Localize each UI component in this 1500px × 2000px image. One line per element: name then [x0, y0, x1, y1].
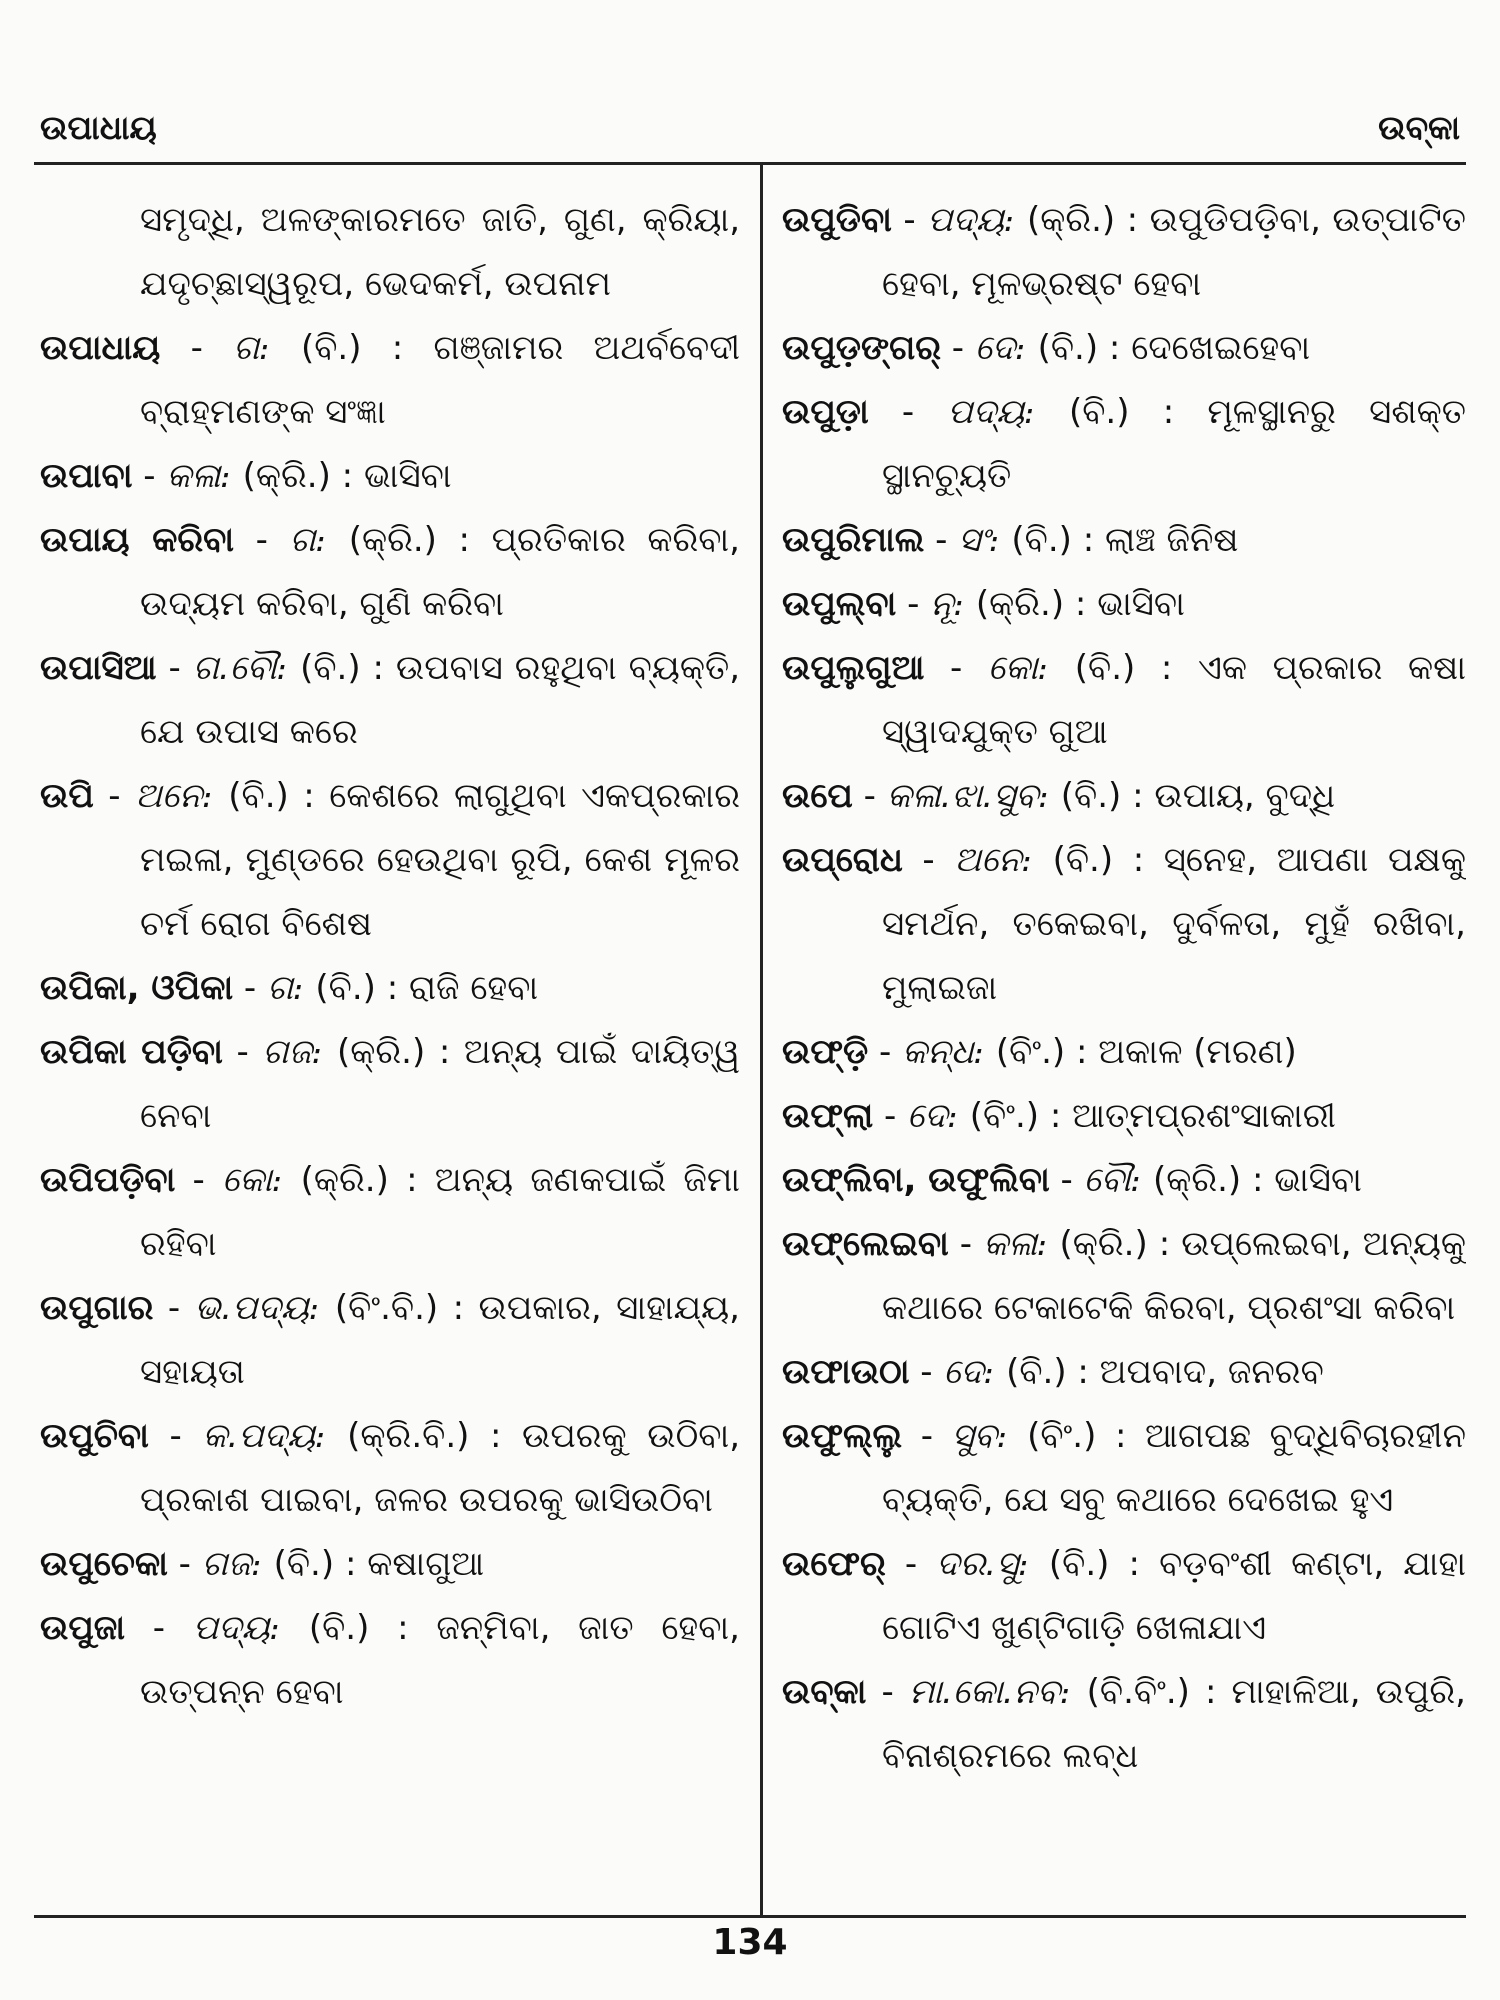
grammar-tag: (କ୍ରି.): [300, 1160, 389, 1200]
definition: ଉପକାର, ସାହାଯ୍ୟ, ସହାୟତା: [140, 1288, 740, 1392]
dictionary-entry: ଉପାସିଆ - ଗ.ବୌ։ (ବି.) : ଉପବାସ ରହୁଥିବା ବ୍ୟକ୍ତି, ଯେ ଉପାସ କରେ: [40, 648, 740, 752]
headword: ଉପୁଚିବା: [40, 1416, 149, 1456]
definition: ବଡ଼ବଂଶୀ କଣ୍ଟା, ଯାହା ଗୋଟିଏ ଖୁଣ୍ଟିଗାଡ଼ି ଖେଳାଯାଏ: [882, 1544, 1466, 1648]
source-abbr: ସୁବ։: [951, 1416, 1009, 1456]
headword: ଉପୁଲ୍‌ବା: [782, 584, 897, 624]
grammar-tag: (ବିଂ.): [1027, 1416, 1097, 1456]
grammar-tag: (କ୍ରି.): [337, 1032, 426, 1072]
definition: ଉପ୍‌ଲେଇବା, ଅନ୍ୟକୁ କଥାରେ ଟେକାଟେକି କିରବା, ପ୍ରଶଂସା କରିବା: [882, 1224, 1466, 1328]
headword: ଉପୁଜା: [40, 1608, 125, 1648]
headword: ଉପୁଲୁଗୁଆ: [782, 648, 925, 688]
grammar-tag: (ବିଂ.): [969, 1096, 1040, 1136]
definition: ଗଞ୍ଜାମର ଅଥର୍ବବେଦୀ ବ୍ରାହ୍ମଣଙ୍କ ସଂଜ୍ଞା: [140, 328, 740, 432]
headword: ଉପିପଡ଼ିବା: [40, 1160, 176, 1200]
source-abbr: କୋ։: [987, 648, 1050, 688]
source-abbr: ପଦ୍ୟ։: [927, 200, 1016, 240]
right-entries: [782, 188, 1466, 1788]
headword: ଉପୁଚେକା: [40, 1544, 168, 1584]
grammar-tag: (ବି.): [1048, 1544, 1110, 1584]
source-abbr: ଦେ։: [974, 328, 1027, 368]
source-abbr: ମା.କୋ.ନବ։: [908, 1672, 1072, 1712]
definition: ଏକ ପ୍ରକାର କଷା ସ୍ୱାଦଯୁକ୍ତ ଗୁଆ: [882, 648, 1466, 752]
definition: କଷାଗୁଆ: [367, 1544, 485, 1584]
headword: ଉପି: [40, 776, 94, 816]
headword: ଉପୁଗାର: [40, 1288, 154, 1328]
headword: ଉପୁଡ଼ା: [782, 392, 869, 432]
source-abbr: ସଂ։: [958, 520, 1001, 560]
definition: ସ୍ନେହ, ଆପଣା ପକ୍ଷକୁ ସମର୍ଥନ, ତକେଇବା, ଦୁର୍ବଳତା, ମୁହଁ ରଖିବା, ମୁଲାଇଜା: [882, 840, 1466, 1008]
definition: ଅନ୍ୟ ଜଣକପାଇଁ ଜିମା ରହିବା: [140, 1160, 740, 1264]
dictionary-entry: ଉପୁଜା - ପଦ୍ୟ։ (ବି.) : ଜନ୍ମିବା, ଜାତ ହେବା, ଉତ୍ପନ୍ନ ହେବା: [40, 1608, 740, 1712]
grammar-tag: (ବି.): [300, 328, 362, 368]
definition: କେଶରେ ଲାଗୁଥିବା ଏକପ୍ରକାର ମଇଳା, ମୁଣ୍ଡରେ ହେଉଥିବା ରୂପି, କେଶ ମୂଳର ଚର୍ମ ରୋଗ ବିଶେଷ: [140, 776, 740, 944]
grammar-tag: (ବି.): [1011, 520, 1072, 560]
headword: ଉପୁଡ଼ଙ୍ଗର୍: [782, 328, 941, 368]
dictionary-entry: ଉବ୍‌କା - ମା.କୋ.ନବ։ (ବି.ବିଂ.) : ମାହାଳିଆ, ଉପୁରି, ବିନାଶ୍ରମରେ ଲବ୍ଧ: [782, 1672, 1466, 1776]
definition: ଅନ୍ୟ ପାଇଁ ଦାୟିତ୍ୱ ନେବା: [140, 1032, 740, 1136]
source-abbr: ଗ։: [233, 328, 271, 368]
grammar-tag: (ବିଂ.): [995, 1032, 1066, 1072]
dictionary-entry: ଉପୁଚେକା - ଗଜ։ (ବି.) : କଷାଗୁଆ: [40, 1544, 485, 1584]
headword: ଉପିକା, ଓପିକା: [40, 968, 234, 1008]
continuation-text: ସମୃଦ୍ଧି, ଅଳଙ୍କାରମତେ ଜାତି, ଗୁଣ, କ୍ରିୟା, ଯଦୃଚ୍ଛାସ୍ୱରୂପ, ଭେଦକର୍ମ, ଉପନାମ: [140, 200, 740, 304]
grammar-tag: (ବି.): [1052, 840, 1114, 880]
headword: ଉପାସିଆ: [40, 648, 157, 688]
headword: ଉବ୍‌କା: [782, 1672, 867, 1712]
definition: ଅକାଳ (ମରଣ): [1098, 1032, 1297, 1072]
dictionary-entry: ଉପୁରିମାଲ - ସଂ։ (ବି.) : ଲାଞ୍ଚ ଜିନିଷ: [782, 520, 1239, 560]
dictionary-entry: ଉପିକା, ଓପିକା - ଗ։ (ବି.) : ରାଜି ହେବା: [40, 968, 539, 1008]
column-divider: [760, 163, 763, 1915]
headword: ଉଫ୍‌ଲିବା, ଉଫୁଲିବା: [782, 1160, 1050, 1200]
headword: ଉପାୟ କରିବା: [40, 520, 235, 560]
source-abbr: କଳା։: [166, 456, 232, 496]
source-abbr: କୋ։: [222, 1160, 284, 1200]
definition: ପ୍ରତିକାର କରିବା, ଉଦ୍ୟମ କରିବା, ଗୁଣି କରିବା: [140, 520, 740, 624]
definition: ମାହାଳିଆ, ଉପୁରି, ବିନାଶ୍ରମରେ ଲବ୍ଧ: [882, 1672, 1466, 1776]
dictionary-entry: ଉଫ୍‌ଲେଇବା - କଳା։ (କ୍ରି.) : ଉପ୍‌ଲେଇବା, ଅନ୍ୟକୁ କଥାରେ ଟେକାଟେକି କିରବା, ପ୍ରଶଂସା କରିବା: [782, 1224, 1466, 1328]
definition: ଉପାୟ, ବୁଦ୍ଧି: [1154, 776, 1336, 816]
definition: ଲାଞ୍ଚ ଜିନିଷ: [1104, 520, 1239, 560]
source-abbr: ଦେ։: [907, 1096, 959, 1136]
grammar-tag: (କ୍ରି.): [348, 520, 437, 560]
dictionary-entry: ଉଫ୍‌ଡ଼ି - କନ୍ଧ։ (ବିଂ.) : ଅକାଳ (ମରଣ): [782, 1032, 1297, 1072]
running-head-right: ଉବ୍‌କା: [1378, 108, 1460, 147]
definition: ଆତ୍ମପ୍ରଶଂସାକାରୀ: [1072, 1096, 1336, 1136]
headword: ଉପ୍ରୋଧ: [782, 840, 903, 880]
dictionary-entry: ଉଫାଉଠା - ଦେ։ (ବି.) : ଅପବାଦ, ଜନରବ: [782, 1352, 1324, 1392]
dictionary-entry: ଉପାବା - କଳା։ (କ୍ରି.) : ଭାସିବା: [40, 456, 452, 496]
source-abbr: ଗ։: [289, 520, 328, 560]
dictionary-entry: ଉପ୍ରୋଧ - ଅନେ։ (ବି.) : ସ୍ନେହ, ଆପଣା ପକ୍ଷକୁ ସମର୍ଥନ, ତକେଇବା, ଦୁର୍ବଳତା, ମୁହଁ ରଖିବା, ମୁଲାଇଜା: [782, 840, 1466, 1008]
dictionary-entry: ଉଫ୍‌ଲିବା, ଉଫୁଲିବା - ବୌ։ (କ୍ରି.) : ଭାସିବା: [782, 1160, 1362, 1200]
source-abbr: ଦେ։: [943, 1352, 996, 1392]
definition: ଉପବାସ ରହୁଥିବା ବ୍ୟକ୍ତି, ଯେ ଉପାସ କରେ: [140, 648, 740, 752]
source-abbr: ଭ.ପଦ୍ୟ։: [194, 1288, 321, 1328]
dictionary-entry: ଉପି - ଅନେ։ (ବି.) : କେଶରେ ଲାଗୁଥିବା ଏକପ୍ରକାର ମଇଳା, ମୁଣ୍ଡରେ ହେଉଥିବା ରୂପି, କେଶ ମୂଳର ଚର୍ମ ରୋଗ ବିଶେଷ: [40, 776, 740, 944]
bottom-rule: [34, 1915, 1466, 1918]
dictionary-entry: ଉପୁଲ୍‌ବା - ନୂ։ (କ୍ରି.) : ଭାସିବା: [782, 584, 1185, 624]
dictionary-entry: ଉଫୁଲ୍‌ଲୁ - ସୁବ։ (ବିଂ.) : ଆଗପଛ ବୁଦ୍ଧିବିଚାରହୀନ ବ୍ୟକ୍ତି, ଯେ ସବୁ କଥାରେ ଦେଖେଇ ହୁଏ: [782, 1416, 1466, 1520]
top-rule: [34, 162, 1466, 165]
running-head-left: ଉପାଧାୟ: [40, 108, 157, 147]
headword: ଉଫେର୍: [782, 1544, 886, 1584]
dictionary-entry: ଉପିପଡ଼ିବା - କୋ։ (କ୍ରି.) : ଅନ୍ୟ ଜଣକପାଇଁ ଜିମା ରହିବା: [40, 1160, 740, 1264]
right-column: [782, 188, 1466, 1908]
grammar-tag: (ବି.): [300, 648, 361, 688]
grammar-tag: (ବି.): [228, 776, 289, 816]
headword: ଉପେ: [782, 776, 853, 816]
running-head: [40, 108, 1460, 154]
dictionary-entry: ଉଫ୍‌ଲା - ଦେ։ (ବିଂ.) : ଆତ୍ମପ୍ରଶଂସାକାରୀ: [782, 1096, 1336, 1136]
definition: ଅପବାଦ, ଜନରବ: [1099, 1352, 1324, 1392]
definition: ମୂଳସ୍ଥାନରୁ ସଶକ୍ତ ସ୍ଥାନଚ୍ୟୁତି: [882, 392, 1466, 496]
dictionary-entry: ଉପାଧାୟ - ଗ։ (ବି.) : ଗଞ୍ଜାମର ଅଥର୍ବବେଦୀ ବ୍ରାହ୍ମଣଙ୍କ ସଂଜ୍ଞା: [40, 328, 740, 432]
definition: ଦେଖେଇହେବା: [1131, 328, 1311, 368]
definition: ଭାସିବା: [1274, 1160, 1362, 1200]
dictionary-entry: ଉପୁଡ଼ା - ପଦ୍ୟ։ (ବି.) : ମୂଳସ୍ଥାନରୁ ସଶକ୍ତ ସ୍ଥାନଚ୍ୟୁତି: [782, 392, 1466, 496]
source-abbr: କଳା։: [983, 1224, 1049, 1264]
dictionary-entry: ଉପୁଗାର - ଭ.ପଦ୍ୟ։ (ବିଂ.ବି.) : ଉପକାର, ସାହାଯ୍ୟ, ସହାୟତା: [40, 1288, 740, 1392]
grammar-tag: (କ୍ରି.): [1152, 1160, 1242, 1200]
grammar-tag: (ବିଂ.ବି.): [334, 1288, 439, 1328]
headword: ଉପାଧାୟ: [40, 328, 161, 368]
source-abbr: କନ୍ଧ։: [902, 1032, 986, 1072]
source-abbr: ଗ։: [267, 968, 305, 1008]
headword: ଉଫୁଲ୍‌ଲୁ: [782, 1416, 903, 1456]
headword: ଉଫାଉଠା: [782, 1352, 910, 1392]
definition: ଆଗପଛ ବୁଦ୍ଧିବିଚାରହୀନ ବ୍ୟକ୍ତି, ଯେ ସବୁ କଥାରେ ଦେଖେଇ ହୁଏ: [882, 1416, 1466, 1520]
left-entries: [40, 316, 740, 1724]
dictionary-entry: ଉପୁଚିବା - କ.ପଦ୍ୟ։ (କ୍ରି.ବି.) : ଉପରକୁ ଉଠିବା, ପ୍ରକାଶ ପାଇବା, ଜଳର ଉପରକୁ ଭାସିଉଠିବା: [40, 1416, 740, 1520]
grammar-tag: (ବି.): [1060, 776, 1122, 816]
page-number: 134: [712, 1922, 788, 1963]
definition: ଭାସିବା: [1097, 584, 1185, 624]
headword: ଉପାବା: [40, 456, 133, 496]
grammar-tag: (କ୍ରି.): [242, 456, 331, 496]
definition: ଭାସିବା: [363, 456, 452, 496]
grammar-tag: (ବି.): [1068, 392, 1130, 432]
dictionary-entry: ଉପୁଡ଼ଙ୍ଗର୍ - ଦେ։ (ବି.) : ଦେଖେଇହେବା: [782, 328, 1311, 368]
headword: ଉପିକା ପଡ଼ିବା: [40, 1032, 223, 1072]
grammar-tag: (ବି.): [315, 968, 376, 1008]
grammar-tag: (ବି.): [308, 1608, 370, 1648]
headword: ଉଫ୍‌ଲେଇବା: [782, 1224, 949, 1264]
definition: ଜନ୍ମିବା, ଜାତ ହେବା, ଉତ୍ପନ୍ନ ହେବା: [140, 1608, 740, 1712]
headword: ଉଫ୍‌ଲା: [782, 1096, 874, 1136]
source-abbr: କଳା.ଝା.ସୁବ։: [886, 776, 1050, 816]
grammar-tag: (କ୍ରି.): [975, 584, 1065, 624]
dictionary-entry: ଉପୁଡିବା - ପଦ୍ୟ։ (କ୍ରି.) : ଉପୁଡିପଡ଼ିବା, ଉତ୍ପାଟିତ ହେବା, ମୂଳଭ୍ରଷ୍ଟ ହେବା: [782, 200, 1466, 304]
grammar-tag: (କ୍ରି.ବି.): [347, 1416, 470, 1456]
grammar-tag: (ବି.ବିଂ.): [1086, 1672, 1190, 1712]
source-abbr: ନୂ։: [930, 584, 966, 624]
headword: ଉପୁରିମାଲ: [782, 520, 925, 560]
source-abbr: ଅନେ։: [135, 776, 214, 816]
dictionary-entry: ଉପେ - କଳା.ଝା.ସୁବ։ (ବି.) : ଉପାୟ, ବୁଦ୍ଧି: [782, 776, 1336, 816]
headword: ଉପୁଡିବା: [782, 200, 892, 240]
definition: ଉପୁଡିପଡ଼ିବା, ଉତ୍ପାଟିତ ହେବା, ମୂଳଭ୍ରଷ୍ଟ ହେବା: [882, 200, 1466, 304]
grammar-tag: (କ୍ରି.): [1026, 200, 1116, 240]
grammar-tag: (ବି.): [1006, 1352, 1067, 1392]
dictionary-entry: ଉପିକା ପଡ଼ିବା - ଗଜ։ (କ୍ରି.) : ଅନ୍ୟ ପାଇଁ ଦାୟିତ୍ୱ ନେବା: [40, 1032, 740, 1136]
dictionary-entry: ଉପାୟ କରିବା - ଗ։ (କ୍ରି.) : ପ୍ରତିକାର କରିବା, ଉଦ୍ୟମ କରିବା, ଗୁଣି କରିବା: [40, 520, 740, 624]
source-abbr: ଗଜ։: [262, 1032, 324, 1072]
source-abbr: ପଦ୍ୟ։: [947, 392, 1036, 432]
source-abbr: କ.ପଦ୍ୟ։: [202, 1416, 327, 1456]
grammar-tag: (କ୍ରି.): [1059, 1224, 1148, 1264]
dictionary-entry: ଉପୁଲୁଗୁଆ - କୋ։ (ବି.) : ଏକ ପ୍ରକାର କଷା ସ୍ୱାଦଯୁକ୍ତ ଗୁଆ: [782, 648, 1466, 752]
definition: ରାଜି ହେବା: [409, 968, 539, 1008]
source-abbr: ବୌ։: [1083, 1160, 1143, 1200]
source-abbr: ଦର.ସୁ։: [936, 1544, 1030, 1584]
source-abbr: ଗଜ։: [201, 1544, 263, 1584]
grammar-tag: (ବି.): [1074, 648, 1136, 688]
headword: ଉଫ୍‌ଡ଼ି: [782, 1032, 869, 1072]
source-abbr: ପଦ୍ୟ։: [192, 1608, 282, 1648]
dictionary-entry: ଉଫେର୍ - ଦର.ସୁ։ (ବି.) : ବଡ଼ବଂଶୀ କଣ୍ଟା, ଯାହା ଗୋଟିଏ ଖୁଣ୍ଟିଗାଡ଼ି ଖେଳାଯାଏ: [782, 1544, 1466, 1648]
left-column: [40, 188, 740, 1908]
source-abbr: ଗ.ବୌ։: [192, 648, 289, 688]
grammar-tag: (ବି.): [1037, 328, 1099, 368]
grammar-tag: (ବି.): [273, 1544, 335, 1584]
source-abbr: ଅନେ։: [954, 840, 1034, 880]
definition: ଉପରକୁ ଉଠିବା, ପ୍ରକାଶ ପାଇବା, ଜଳର ଉପରକୁ ଭାସିଉଠିବା: [140, 1416, 740, 1520]
